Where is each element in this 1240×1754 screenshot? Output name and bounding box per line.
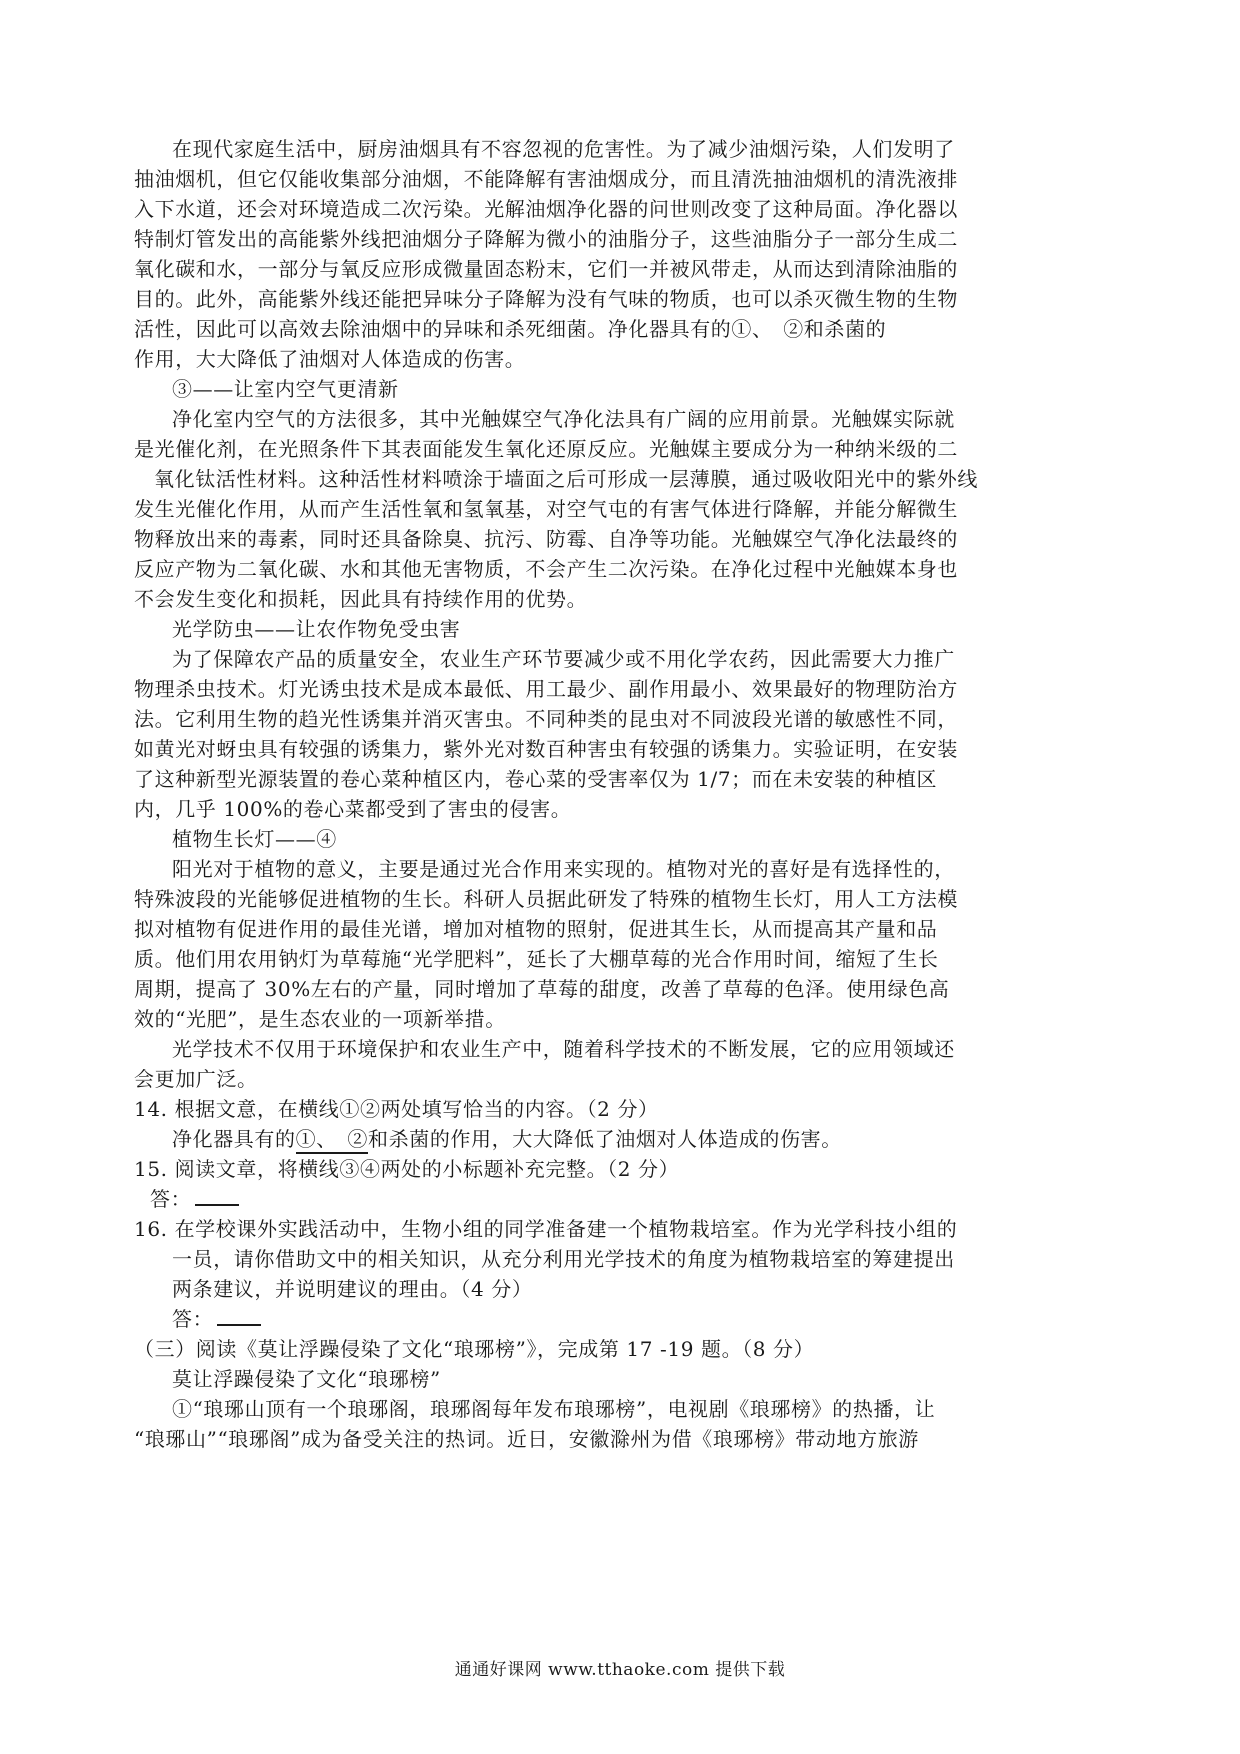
page-footer: 通通好课网 www.tthaoke.com 提供下载 (454, 1660, 786, 1680)
question-16-line: 两条建议，并说明建议的理由。（4 分） (172, 1277, 533, 1301)
paragraph-line: 物释放出来的毒素，同时还具备除臭、抗污、防霉、自净等功能。光触媒空气净化法最终的 (134, 527, 958, 551)
question-14: 14. 根据文意，在横线①②两处填写恰当的内容。（2 分） (134, 1097, 659, 1121)
paragraph-line: 入下水道，还会对环境造成二次污染。光解油烟净化器的问世则改变了这种局面。净化器以 (134, 197, 958, 221)
paragraph-line: 活性，因此可以高效去除油烟中的异味和杀死细菌。净化器具有的①、 ②和杀菌的 (134, 317, 887, 341)
section-subtitle: ③——让室内空气更清新 (172, 377, 399, 401)
paragraph-line: 效的“光肥”，是生态农业的一项新举措。 (134, 1007, 506, 1031)
question-14-answer-line (172, 1124, 842, 1154)
paragraph-line: 净化室内空气的方法很多，其中光触媒空气净化法具有广阔的应用前景。光触媒实际就 (172, 407, 955, 431)
paragraph-line: 如黄光对蚜虫具有较强的诱集力，紫外光对数百种害虫有较强的诱集力。实验证明，在安装 (134, 737, 958, 761)
question-16: 16. 在学校课外实践活动中，生物小组的同学准备建一个植物栽培室。作为光学科技小组的 (134, 1217, 958, 1241)
answer-label: 答： (150, 1187, 192, 1211)
paragraph-line: 会更加广泛。 (134, 1067, 258, 1091)
paragraph-line: 发生光催化作用，从而产生活性氧和氢氧基，对空气屯的有害气体进行降解，并能分解微生 (134, 497, 958, 521)
paragraph-line: 特制灯管发出的高能紫外线把油烟分子降解为微小的油脂分子，这些油脂分子一部分生成二 (134, 227, 958, 251)
question-15-answer (150, 1184, 239, 1214)
paragraph-line: 氧化碳和水，一部分与氧反应形成微量固态粉末，它们一并被风带走，从而达到清除油脂的 (134, 257, 958, 281)
paragraph-line: ①“琅琊山顶有一个琅琊阁，琅琊阁每年发布琅琊榜”，电视剧《琅琊榜》的热播，让 (172, 1397, 936, 1421)
paragraph-line: “琅琊山”“琅琊阁”成为备受关注的热词。近日，安徽滁州为借《琅琊榜》带动地方旅游 (134, 1427, 919, 1451)
paragraph-line: 阳光对于植物的意义，主要是通过光合作用来实现的。植物对光的喜好是有选择性的， (172, 857, 955, 881)
paragraph-line: 了这种新型光源装置的卷心菜种植区内，卷心菜的受害率仅为 1/7；而在未安装的种植区 (134, 767, 938, 791)
paragraph-line: 是光催化剂，在光照条件下其表面能发生氧化还原反应。光触媒主要成分为一种纳米级的二 (134, 437, 958, 461)
paragraph-line: 光学技术不仅用于环境保护和农业生产中，随着科学技术的不断发展，它的应用领域还 (172, 1037, 955, 1061)
section-heading-three: （三）阅读《莫让浮躁侵染了文化“琅琊榜”》，完成第 17 -19 题。（8 分） (134, 1337, 815, 1361)
question-15: 15. 阅读文章，将横线③④两处的小标题补充完整。（2 分） (134, 1157, 680, 1181)
paragraph-line: 拟对植物有促进作用的最佳光谱，增加对植物的照射，促进其生长，从而提高其产量和品 (134, 917, 938, 941)
section-subtitle: 光学防虫——让农作物免受虫害 (172, 617, 461, 641)
answer-blank (195, 1186, 239, 1206)
answer-blank-underlined: ①、 ② (296, 1127, 368, 1154)
paragraph-line: 反应产物为二氧化碳、水和其他无害物质，不会产生二次污染。在净化过程中光触媒本身也 (134, 557, 958, 581)
paragraph-line: 目的。此外，高能紫外线还能把异味分子降解为没有气味的物质，也可以杀灭微生物的生物 (134, 287, 958, 311)
paragraph-line: 内，几乎 100%的卷心菜都受到了害虫的侵害。 (134, 797, 572, 821)
answer-label: 答： (172, 1307, 214, 1331)
paragraph-line: 特殊波段的光能够促进植物的生长。科研人员据此研发了特殊的植物生长灯，用人工方法模 (134, 887, 958, 911)
paragraph-line: 不会发生变化和损耗，因此具有持续作用的优势。 (134, 587, 588, 611)
question-16-line: 一员，请你借助文中的相关知识，从充分利用光学技术的角度为植物栽培室的筹建提出 (172, 1247, 955, 1271)
paragraph-line: 氧化钛活性材料。这种活性材料喷涂于墙面之后可形成一层薄膜，通过吸收阳光中的紫外线 (154, 467, 978, 491)
paragraph-line: 周期，提高了 30%左右的产量，同时增加了草莓的甜度，改善了草莓的色泽。使用绿色高 (134, 977, 950, 1001)
article-title: 莫让浮躁侵染了文化“琅琊榜” (172, 1367, 441, 1391)
paragraph-line: 在现代家庭生活中，厨房油烟具有不容忽视的危害性。为了减少油烟污染，人们发明了 (172, 137, 955, 161)
paragraph-line: 质。他们用农用钠灯为草莓施“光学肥料”，延长了大棚草莓的光合作用时间，缩短了生长 (134, 947, 939, 971)
paragraph-line: 物理杀虫技术。灯光诱虫技术是成本最低、用工最少、副作用最小、效果最好的物理防治方 (134, 677, 958, 701)
section-subtitle: 植物生长灯——④ (172, 827, 337, 851)
answer-tail: 和杀菌的作用，大大降低了油烟对人体造成的伤害。 (368, 1127, 842, 1151)
paragraph-line: 作用，大大降低了油烟对人体造成的伤害。 (134, 347, 526, 371)
question-16-answer (172, 1304, 261, 1334)
answer-blank (217, 1306, 261, 1326)
paragraph-line: 为了保障农产品的质量安全，农业生产环节要减少或不用化学农药，因此需要大力推广 (172, 647, 955, 671)
paragraph-line: 抽油烟机，但它仅能收集部分油烟，不能降解有害油烟成分，而且清洗抽油烟机的清洗液排 (134, 167, 958, 191)
answer-lead: 净化器具有的 (172, 1127, 296, 1151)
paragraph-line: 法。它利用生物的趋光性诱集并消灭害虫。不同种类的昆虫对不同波段光谱的敏感性不同， (134, 707, 958, 731)
